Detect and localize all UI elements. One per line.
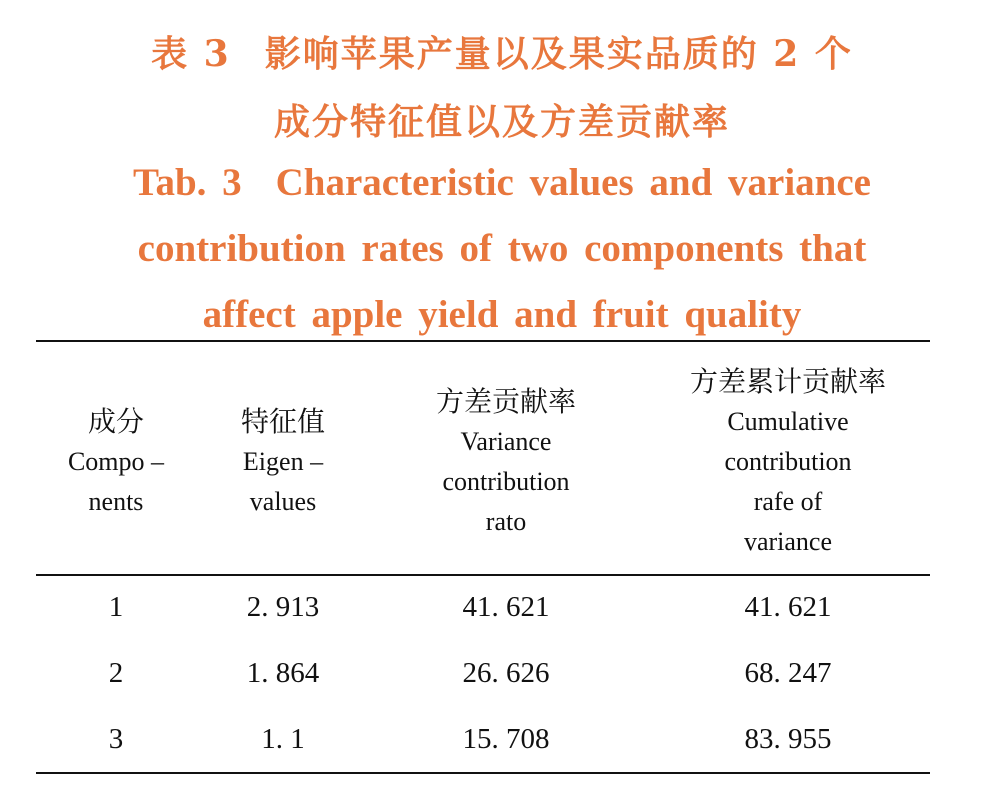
caption-cn-line-1 xyxy=(0,26,1004,77)
row-3-variance-rate: 15. 708 xyxy=(462,723,550,755)
header-cumulative-contribution xyxy=(648,362,928,562)
row-2-component: 2 xyxy=(108,657,124,689)
header-cumulative-contribution-en-1: Cumulative xyxy=(727,407,849,436)
header-components xyxy=(46,402,186,522)
header-variance-contribution-en-2: contribution xyxy=(442,467,570,496)
row-2-cumulative-rate: 68. 247 xyxy=(744,657,832,689)
row-3-cumulative-rate: 83. 955 xyxy=(744,723,832,755)
table-header-rule xyxy=(36,574,930,576)
row-1-variance-rate: 41. 621 xyxy=(462,591,550,623)
header-components-en-1: Compo – xyxy=(67,447,165,476)
header-components-zh: 成分 xyxy=(87,405,144,438)
header-variance-contribution-en-3: rato xyxy=(485,507,527,536)
header-variance-contribution-en-1: Variance xyxy=(460,427,552,456)
header-variance-contribution-zh: 方差贡献率 xyxy=(435,385,576,418)
row-2-eigenvalue: 1. 864 xyxy=(246,657,320,689)
header-eigenvalues-en-2: values xyxy=(249,487,317,516)
caption-en-line-1 xyxy=(0,160,1004,205)
table-bottom-rule xyxy=(36,772,930,774)
header-components-en-2: nents xyxy=(88,487,144,516)
row-2-variance-rate: 26. 626 xyxy=(462,657,550,689)
header-cumulative-contribution-zh: 方差累计贡献率 xyxy=(689,365,886,398)
row-1-component: 1 xyxy=(108,591,124,623)
row-3-component: 3 xyxy=(108,723,124,755)
header-cumulative-contribution-en-3: rafe of xyxy=(753,487,823,516)
header-cumulative-contribution-en-4: variance xyxy=(743,527,833,556)
header-eigenvalues xyxy=(206,402,360,522)
row-1-eigenvalue: 2. 913 xyxy=(246,591,320,623)
table-top-rule xyxy=(36,340,930,342)
caption-en-line-2: contribution rates of two components that xyxy=(137,227,867,270)
table-number-cn: 表 3 xyxy=(151,33,231,75)
header-eigenvalues-zh: 特征值 xyxy=(240,405,325,438)
row-1-cumulative-rate: 41. 621 xyxy=(744,591,832,623)
header-variance-contribution xyxy=(386,382,626,542)
header-cumulative-contribution-en-2: contribution xyxy=(724,447,852,476)
table-number-en: Tab. 3 xyxy=(133,161,242,204)
caption-en-title-part-1: Characteristic values and variance xyxy=(275,161,871,204)
row-3-eigenvalue: 1. 1 xyxy=(261,723,305,755)
header-eigenvalues-en-1: Eigen – xyxy=(242,447,324,476)
caption-en-line-3: affect apple yield and fruit quality xyxy=(202,293,802,336)
caption-cn-line-2: 成分特征值以及方差贡献率 xyxy=(273,101,730,143)
caption-cn-title-part-1: 影响苹果产量以及果实品质的 2 个 xyxy=(264,33,853,75)
